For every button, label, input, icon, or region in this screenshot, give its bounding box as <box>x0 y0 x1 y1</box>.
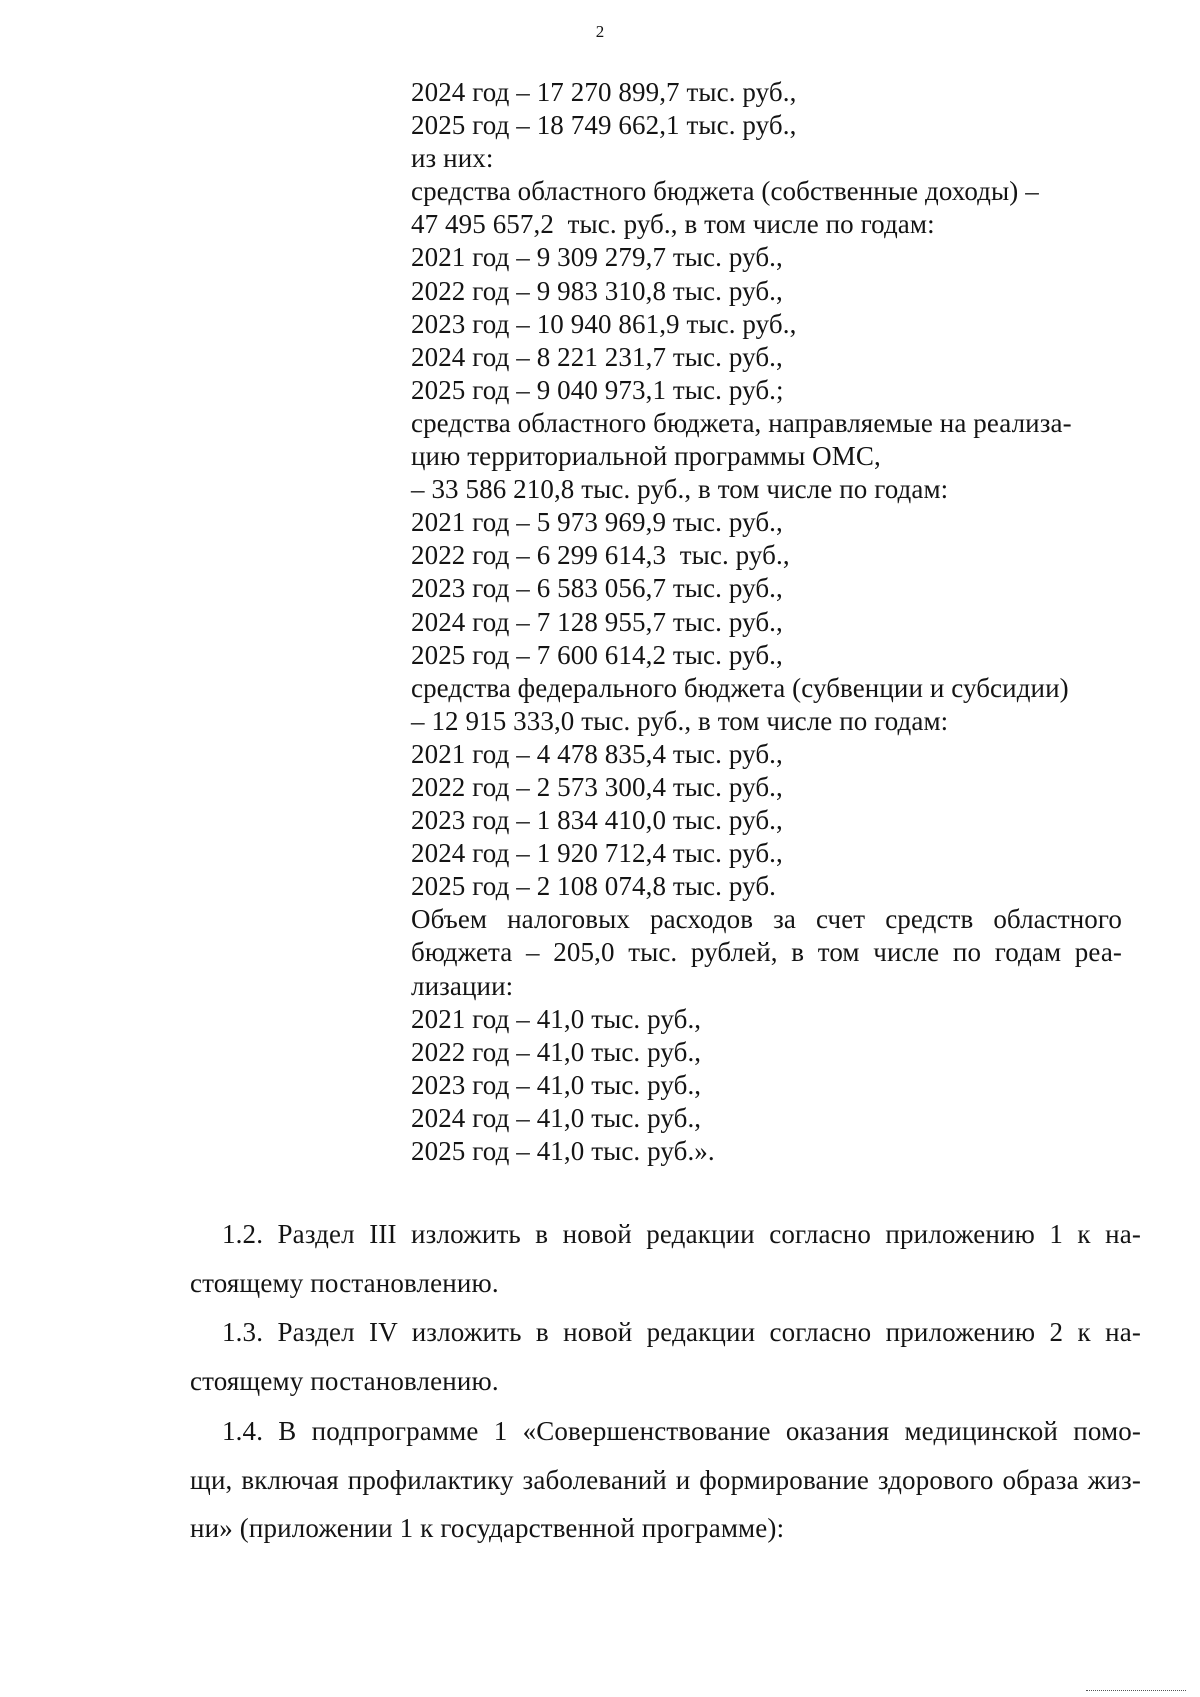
scan-edge-mark <box>1086 1690 1186 1697</box>
funding-line: 2022 год – 6 299 614,3 тыс. руб., <box>411 540 790 571</box>
paragraph-line: щи, включая профилактику заболеваний и формирование здорового образа жиз- <box>190 1464 1141 1495</box>
tax-year-line: 2022 год – 41,0 тыс. руб., <box>411 1036 702 1067</box>
paragraph-line: 1.3. Раздел IV изложить в новой редакции согласно приложению 2 к на- <box>222 1317 1141 1347</box>
funding-line: 2021 год – 5 973 969,9 тыс. руб., <box>411 507 783 538</box>
funding-line: 2024 год – 7 128 955,7 тыс. руб., <box>411 606 783 637</box>
funding-line: 2024 год – 17 270 899,7 тыс. руб., <box>411 77 797 107</box>
funding-block <box>411 76 1122 1168</box>
funding-line: 2023 год – 1 834 410,0 тыс. руб., <box>411 805 783 836</box>
funding-line: средства областного бюджета, направляемые на реализа- <box>411 407 1072 438</box>
tax-year-line: 2024 год – 41,0 тыс. руб., <box>411 1102 702 1133</box>
funding-line: 2025 год – 9 040 973,1 тыс. руб.; <box>411 374 784 405</box>
paragraph-line: стоящему постановлению. <box>190 1267 499 1298</box>
funding-line: средства федерального бюджета (субвенции и субсидии) <box>411 672 1069 703</box>
paragraph-1-3 <box>190 1308 1141 1405</box>
funding-line: 2025 год – 2 108 074,8 тыс. руб. <box>411 871 777 902</box>
page-number: 2 <box>595 22 605 41</box>
tax-expenses-line: лизации: <box>411 970 514 1001</box>
funding-line: – 33 586 210,8 тыс. руб., в том числе по годам: <box>411 474 949 505</box>
funding-line: 2022 год – 9 983 310,8 тыс. руб., <box>411 275 783 306</box>
funding-line: 2024 год – 1 920 712,4 тыс. руб., <box>411 838 783 869</box>
funding-line: 2023 год – 6 583 056,7 тыс. руб., <box>411 573 783 604</box>
funding-line: 47 495 657,2 тыс. руб., в том числе по годам: <box>411 209 935 240</box>
paragraph-1-2 <box>190 1210 1141 1307</box>
funding-line: 2022 год – 2 573 300,4 тыс. руб., <box>411 771 783 802</box>
paragraph-line: 1.2. Раздел III изложить в новой редакции согласно приложению 1 к на- <box>222 1219 1141 1249</box>
tax-expenses-line: Объем налоговых расходов за счет средств областного <box>411 904 1122 935</box>
tax-expenses-line: бюджета – 205,0 тыс. рублей, в том числе по годам реа- <box>411 937 1122 968</box>
funding-line: из них: <box>411 143 494 174</box>
funding-line: средства областного бюджета (собственные доходы) – <box>411 176 1039 207</box>
tax-year-line: 2021 год – 41,0 тыс. руб., <box>411 1003 702 1034</box>
tax-year-line: 2025 год – 41,0 тыс. руб.». <box>411 1136 715 1166</box>
funding-line: 2025 год – 7 600 614,2 тыс. руб., <box>411 639 783 670</box>
paragraph-1-4 <box>190 1407 1141 1553</box>
funding-line: 2024 год – 8 221 231,7 тыс. руб., <box>411 341 783 372</box>
funding-line: 2023 год – 10 940 861,9 тыс. руб., <box>411 308 797 339</box>
paragraph-line: 1.4. В подпрограмме 1 «Совершенствование оказания медицинской помо- <box>222 1416 1141 1446</box>
funding-line: 2021 год – 4 478 835,4 тыс. руб., <box>411 738 783 769</box>
funding-line: 2021 год – 9 309 279,7 тыс. руб., <box>411 242 783 273</box>
paragraph-line: ни» (приложении 1 к государственной программе): <box>190 1513 785 1543</box>
funding-line: 2025 год – 18 749 662,1 тыс. руб., <box>411 110 797 141</box>
funding-line: – 12 915 333,0 тыс. руб., в том числе по годам: <box>411 705 949 736</box>
funding-line: цию территориальной программы ОМС, <box>411 441 881 472</box>
paragraph-line: стоящему постановлению. <box>190 1365 499 1396</box>
tax-year-line: 2023 год – 41,0 тыс. руб., <box>411 1069 702 1100</box>
